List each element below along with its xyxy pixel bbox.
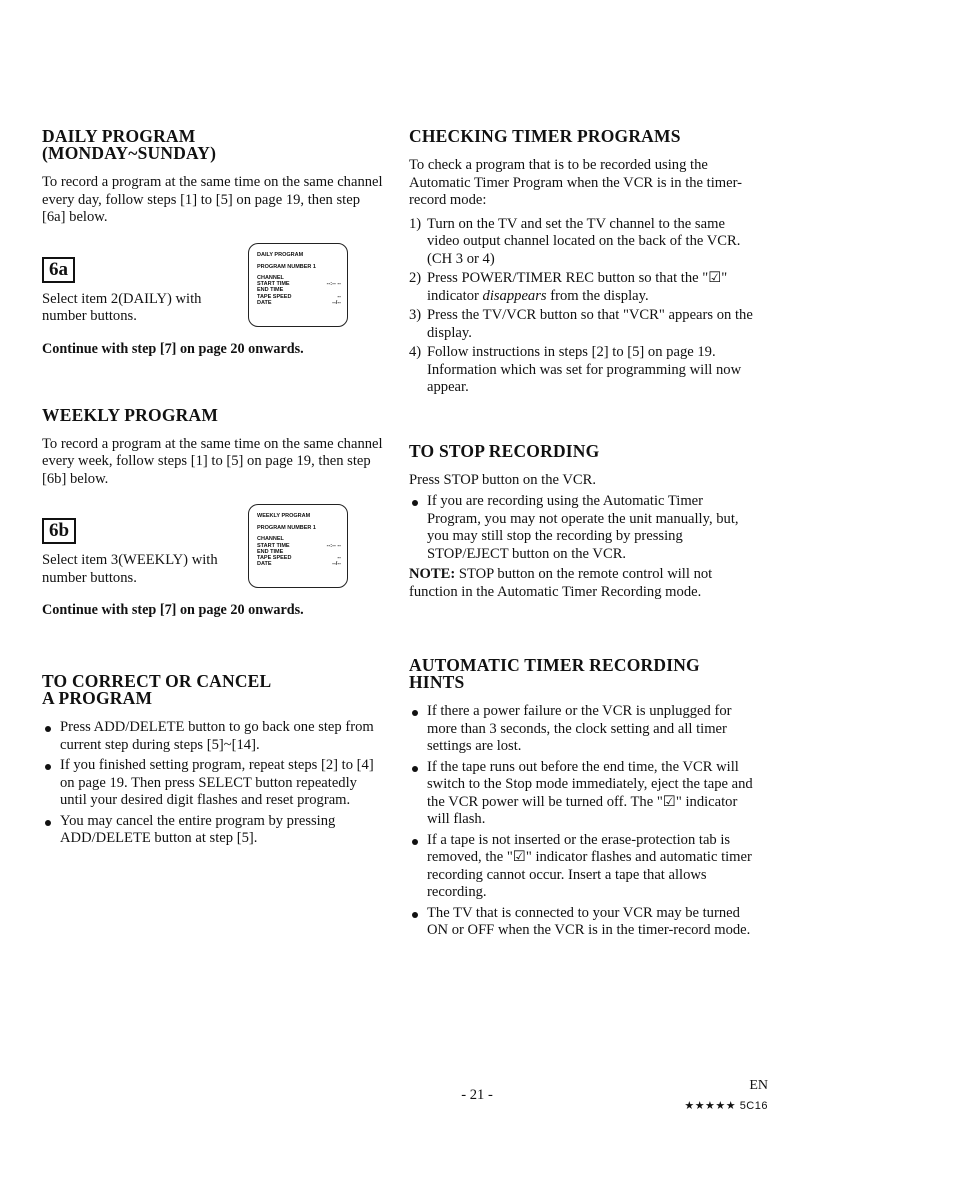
bullet-icon — [45, 726, 51, 732]
weekly-program-text: To record a program at the same time on the same channel every week, follow steps [1] to [5] on page 19, then step [6b] below. — [42, 435, 383, 487]
bullet-icon — [412, 912, 418, 918]
step-6a — [42, 243, 387, 341]
daily-program-section — [42, 128, 387, 358]
list-item: If the tape runs out before the end time, the VCR will switch to the Stop mode immediately, eject the tape and the VCR power will be turned off. The "☑" indicator will flash. — [409, 759, 754, 829]
recording-hints-list — [409, 703, 754, 940]
list-item: If a tape is not inserted or the erase-protection tab is removed, the "☑" indicator flashes and automatic timer recording cannot occur. Insert a tape that allows recording. — [409, 832, 754, 902]
list-item: You may cancel the entire program by pressing ADD/DELETE button at step [5]. — [42, 813, 387, 848]
step-label-6b: 6b — [42, 518, 76, 544]
correct-cancel-list — [42, 719, 387, 848]
daily-continue-note: Continue with step [7] on page 20 onwards. — [42, 340, 304, 357]
checking-timer-section — [409, 128, 754, 397]
step-6a-text: Select item 2(DAILY) with number buttons. — [42, 290, 202, 324]
daily-program-heading: DAILY PROGRAM (MONDAY~SUNDAY) — [42, 126, 217, 163]
bullet-icon — [412, 500, 418, 506]
list-item: 1) Turn on the TV and set the TV channel to the same video output channel located on the back of the VCR. (CH 3 or 4) — [409, 215, 741, 267]
list-item: If you are recording using the Automatic Timer Program, you may not operate the unit manually, but, you may still stop the recording by pressing STOP/EJECT button on the VCR. — [409, 493, 754, 563]
right-column — [409, 128, 754, 943]
list-item: 4) Follow instructions in steps [2] to [5] on page 19. Information which was set for programming will now appear. — [409, 344, 742, 395]
checking-steps — [409, 216, 754, 397]
correct-cancel-section — [42, 673, 387, 848]
list-item: If there a power failure or the VCR is unplugged for more than 3 seconds, the clock setting and all timer settings are lost. — [409, 703, 754, 756]
bullet-icon — [412, 766, 418, 772]
left-column — [42, 128, 387, 851]
checking-timer-text: To check a program that is to be recorded using the Automatic Timer Program when the VCR is in the timer-record mode: — [409, 157, 743, 208]
list-item: The TV that is connected to your VCR may be turned ON or OFF when the VCR is in the timer-record mode. — [409, 905, 754, 940]
weekly-program-section — [42, 404, 387, 620]
stop-recording-section — [409, 440, 754, 602]
list-item: If you finished setting program, repeat steps [2] to [4] on page 19. Then press SELECT button repeatedly until your desired digit flashes and reset program. — [42, 757, 387, 810]
weekly-program-heading: WEEKLY PROGRAM — [42, 404, 219, 425]
bullet-icon — [45, 764, 51, 770]
stop-recording-text: Press STOP button on the VCR. — [409, 471, 597, 488]
page-number: - 21 - — [461, 1087, 493, 1103]
list-item: Press ADD/DELETE button to go back one step from current step during steps [5]~[14]. — [42, 719, 387, 754]
language-code: EN — [749, 1078, 768, 1093]
step-6b — [42, 504, 387, 602]
recording-hints-section — [409, 657, 754, 940]
stop-recording-list — [409, 493, 754, 563]
weekly-program-display: WEEKLY PROGRAM PROGRAM NUMBER 1 CHANNEL START TIME --:-- -- END TIME TAPE SPEED -- DATE --/-- — [248, 504, 348, 588]
bullet-icon — [412, 710, 418, 716]
bullet-icon — [412, 839, 418, 845]
step-6b-text: Select item 3(WEEKLY) with number buttons. — [42, 552, 218, 586]
daily-program-display: DAILY PROGRAM PROGRAM NUMBER 1 CHANNEL START TIME --:-- -- END TIME TAPE SPEED -- DATE --/-- — [248, 243, 348, 327]
stop-recording-note: NOTE: STOP button on the remote control will not function in the Automatic Timer Recording mode. — [409, 566, 713, 600]
weekly-continue-note: Continue with step [7] on page 20 onwards. — [42, 602, 304, 618]
bullet-icon — [45, 820, 51, 826]
recording-hints-heading: AUTOMATIC TIMER RECORDING HINTS — [409, 655, 700, 692]
checking-timer-heading: CHECKING TIMER PROGRAMS — [409, 126, 681, 146]
correct-cancel-heading: TO CORRECT OR CANCEL A PROGRAM — [42, 671, 272, 708]
list-item: 2) Press POWER/TIMER REC button so that the "☑" indicator disappears from the display. — [409, 270, 728, 304]
model-code: ★★★★★ 5C16 — [684, 1100, 768, 1112]
list-item: 3) Press the TV/VCR button so that "VCR" appears on the display. — [409, 307, 753, 341]
daily-program-text: To record a program at the same time on the same channel every day, follow steps [1] to [5] on page 19, then step [6a] below. — [42, 174, 383, 225]
step-label-6a: 6a — [42, 257, 75, 283]
stop-recording-heading: TO STOP RECORDING — [409, 440, 600, 461]
